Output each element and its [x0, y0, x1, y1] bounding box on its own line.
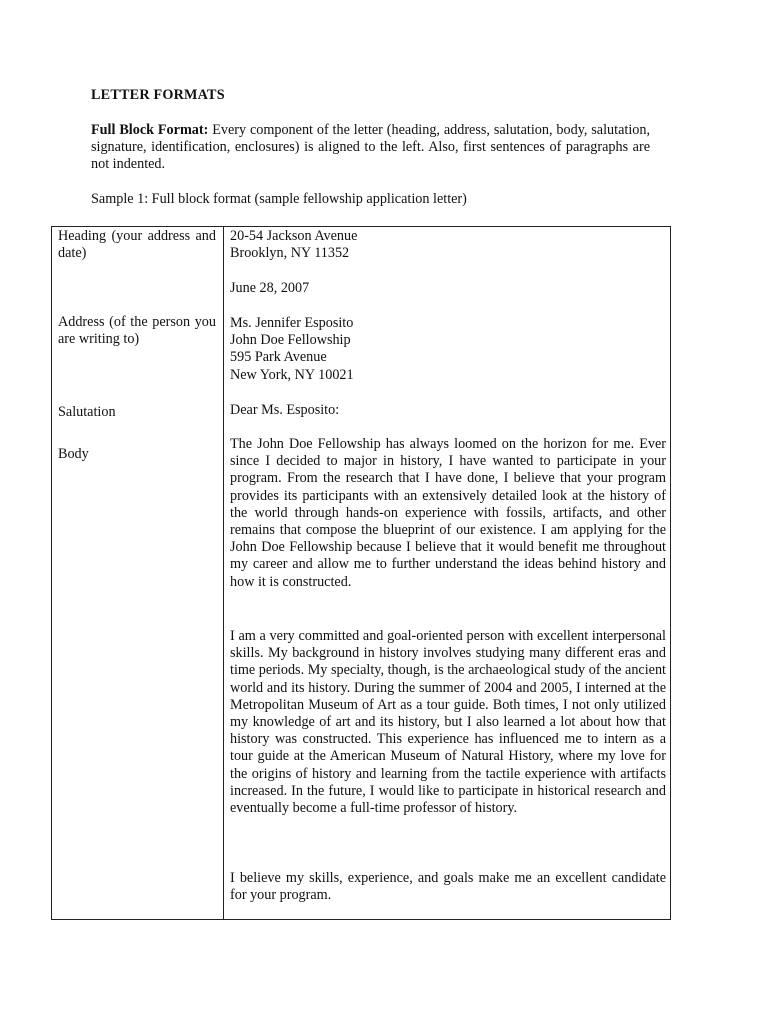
salutation-text: Dear Ms. Esposito:: [230, 402, 340, 418]
recipient-address-line: John Doe Fellowship: [230, 332, 351, 349]
recipient-address-line: Ms. Jennifer Esposito: [230, 315, 354, 331]
label-heading: Heading (your address and date): [58, 228, 216, 262]
body-paragraph: The John Doe Fellowship has always loomed on the horizon for me. Ever since I decided to major in history, I have wanted to participate in your program. From the research that I have done, I believe that your program provides its participants with an extensively detailed look at the history of the world through hands-on experience with fossils, artifacts, and other remains that compose the blueprint of our existence. I am applying for the John Doe Fellowship because I believe that it would benefit me throughout my career and allow me to further understand the ideas behind history and how it is constructed.: [230, 436, 666, 590]
intro-description: Every component of the letter (heading, address, salutation, body, salutation, signature, identification, enclosures) is aligned to the left. Also, first sentences of paragraphs are not indented.: [91, 122, 650, 173]
letter-format-table: [51, 226, 671, 920]
label-address: Address (of the person you are writing to): [58, 314, 216, 348]
body-paragraph: I believe my skills, experience, and goals make me an excellent candidate for your program.: [230, 870, 666, 904]
sender-address-line: 20-54 Jackson Avenue: [230, 228, 358, 244]
sample-caption: Sample 1: Full block format (sample fellowship application letter): [91, 191, 467, 207]
body-paragraph: I am a very committed and goal-oriented person with excellent interpersonal skills. My background in history involves studying many different eras and time periods. My specialty, though, is the archaeological study of the ancient world and its history. During the summer of 2004 and 2005, I interned at the Metropolitan Museum of Art as a tour guide. Both times, I not only utilized my knowledge of art and its history, but I also learned a lot about how that history was constructed. This experience has influenced me to intern as a tour guide at the American Museum of Natural History, where my love for the origins of history and learning from the tactile experience with artifacts increased. In the future, I would like to participate in historical research and eventually become a full-time professor of history.: [230, 628, 666, 817]
column-divider: [223, 227, 224, 919]
sender-address-line: Brooklyn, NY 11352: [230, 245, 350, 262]
sender-address: [230, 228, 666, 262]
recipient-address-line: New York, NY 10021: [230, 366, 354, 383]
label-salutation: Salutation: [58, 404, 116, 420]
label-body: Body: [58, 446, 89, 462]
recipient-address-line: 595 Park Avenue: [230, 349, 327, 366]
intro-paragraph: [91, 122, 650, 174]
recipient-address: [230, 315, 666, 384]
page-title: LETTER FORMATS: [91, 87, 225, 103]
intro-term: Full Block Format:: [91, 122, 209, 138]
letter-date: June 28, 2007: [230, 280, 310, 296]
